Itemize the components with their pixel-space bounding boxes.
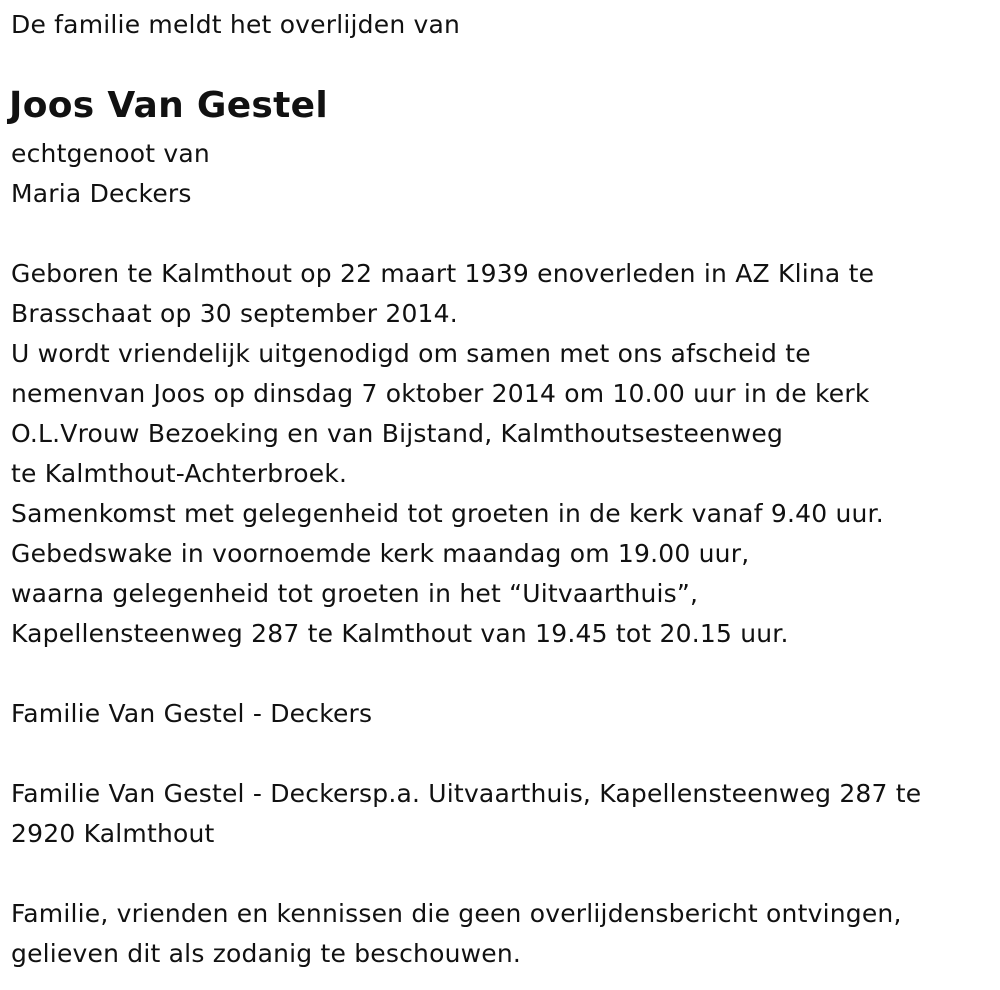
paragraph-line: Kapellensteenweg 287 te Kalmthout van 19.45 tot 20.15 uur. bbox=[11, 619, 789, 648]
paragraph-line: te Kalmthout-Achterbroek. bbox=[11, 459, 348, 488]
deceased-name-heading: Joos Van Gestel bbox=[9, 85, 329, 126]
spouse-name: Maria Deckers bbox=[11, 179, 192, 208]
paragraph-line: Geboren te Kalmthout op 22 maart 1939 enoverleden in AZ Klina te bbox=[11, 259, 875, 288]
paragraph-line: nemenvan Joos op dinsdag 7 oktober 2014 om 10.00 uur in de kerk bbox=[11, 379, 870, 408]
paragraph-line: Gebedswake in voornoemde kerk maandag om 19.00 uur, bbox=[11, 539, 750, 568]
paragraph-line: Brasschaat op 30 september 2014. bbox=[11, 299, 458, 328]
paragraph-line: O.L.Vrouw Bezoeking en van Bijstand, Kalmthoutsesteenweg bbox=[11, 419, 784, 448]
family-signature: Familie Van Gestel - Deckers bbox=[11, 699, 373, 728]
paragraph-line: U wordt vriendelijk uitgenodigd om samen met ons afscheid te bbox=[11, 339, 811, 368]
paragraph-line: waarna gelegenheid tot groeten in het “Uitvaarthuis”, bbox=[11, 579, 699, 608]
contact-line: 2920 Kalmthout bbox=[11, 819, 215, 848]
closing-line: Familie, vrienden en kennissen die geen overlijdensbericht ontvingen, bbox=[11, 899, 902, 928]
contact-line: Familie Van Gestel - Deckersp.a. Uitvaarthuis, Kapellensteenweg 287 te bbox=[11, 779, 922, 808]
intro-text: De familie meldt het overlijden van bbox=[11, 10, 461, 39]
paragraph-line: Samenkomst met gelegenheid tot groeten in de kerk vanaf 9.40 uur. bbox=[11, 499, 884, 528]
closing-line: gelieven dit als zodanig te beschouwen. bbox=[11, 939, 522, 968]
spouse-label: echtgenoot van bbox=[11, 139, 210, 168]
